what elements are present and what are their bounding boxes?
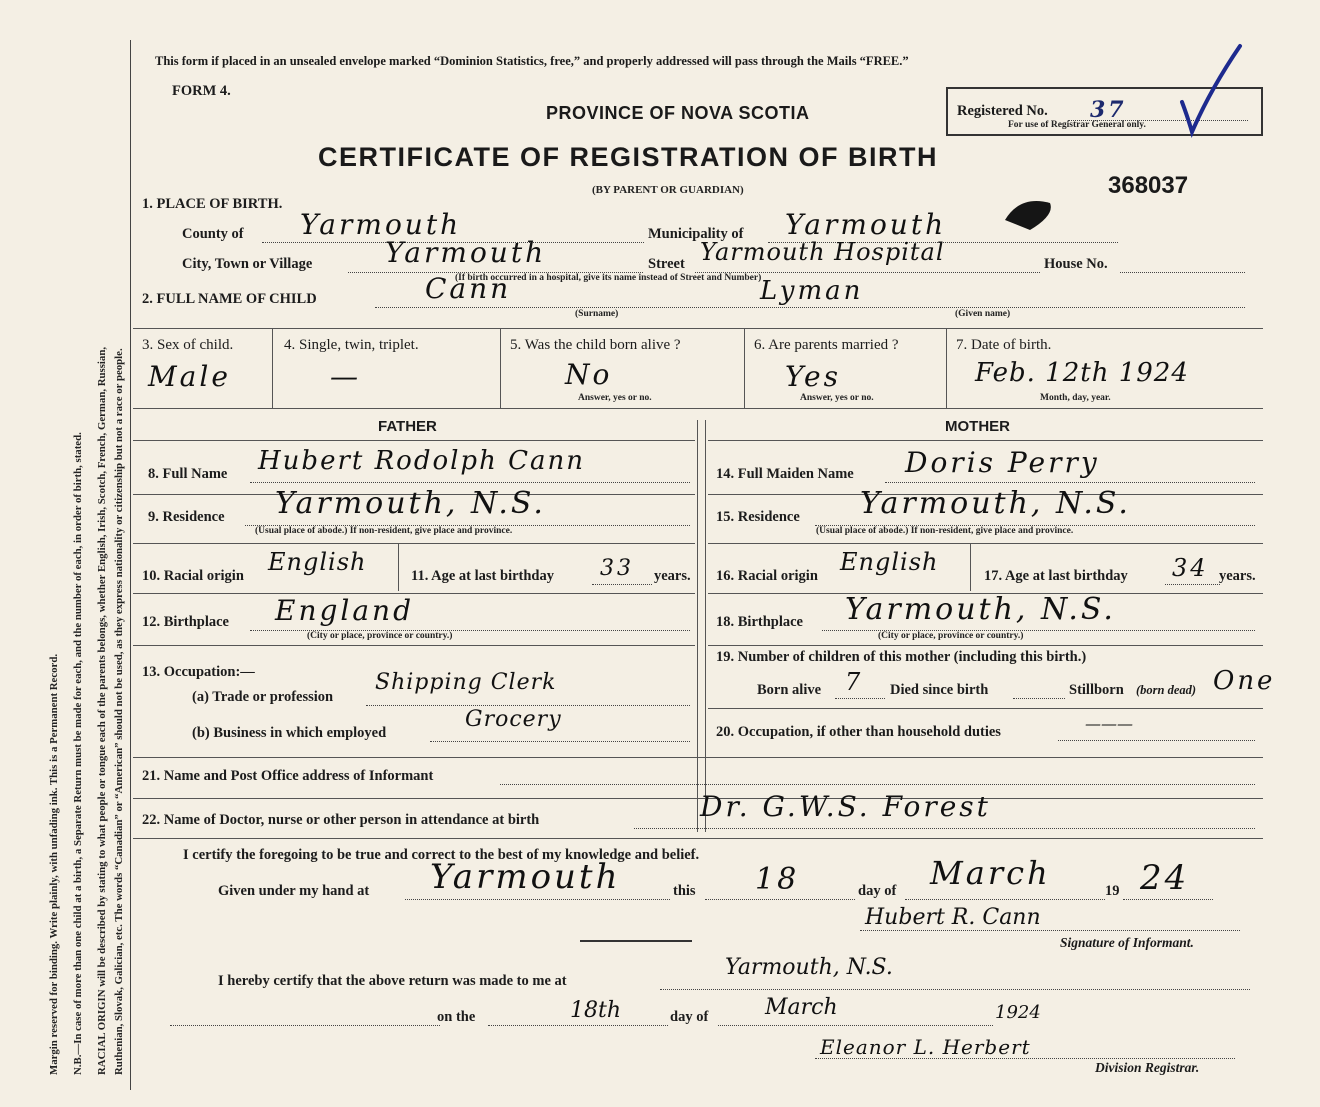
- business-label: (b) Business in which employed: [192, 725, 387, 741]
- parents-married-label: 6. Are parents married ?: [754, 337, 899, 353]
- stillborn-note: (born dead): [1136, 683, 1197, 697]
- registrar-day: 18th: [570, 998, 622, 1023]
- certify-text: I certify the foregoing to be true and correct to the best of my knowledge and belief.: [183, 847, 700, 863]
- mother-residence-label: 15. Residence: [716, 509, 800, 525]
- born-alive-label: 5. Was the child born alive ?: [510, 337, 681, 353]
- margin-notes: [0, 0, 140, 1107]
- father-residence-label: 9. Residence: [148, 509, 225, 525]
- mother-race: English: [840, 548, 939, 576]
- parents-married-note: Answer, yes or no.: [800, 393, 874, 403]
- given-under-hand-label: Given under my hand at: [218, 883, 370, 899]
- sex-value: Male: [148, 360, 231, 393]
- born-alive-value: No: [565, 358, 613, 391]
- father-race: English: [268, 548, 367, 576]
- municipality-label: Municipality of: [648, 226, 744, 242]
- born-alive-count: 7: [845, 668, 864, 696]
- mother-birthplace: Yarmouth, N.S.: [845, 592, 1116, 627]
- trade-value: Shipping Clerk: [375, 670, 557, 695]
- mother-birthplace-label: 18. Birthplace: [716, 614, 803, 630]
- registrar-day-of-label: day of: [670, 1009, 709, 1025]
- year-suffix: 24: [1140, 858, 1190, 898]
- mother-name: Doris Perry: [905, 446, 1100, 479]
- born-alive-note: Answer, yes or no.: [578, 393, 652, 403]
- father-name-label: 8. Full Name: [148, 466, 228, 482]
- margin-note-2: N.B.—In case of more than one child at a birth, a Separate Return must be made for each, and the number of each, in order of birth, stated.: [72, 432, 84, 1075]
- form-number: FORM 4.: [172, 83, 231, 99]
- place-of-birth-label: 1. PLACE OF BIRTH.: [142, 196, 283, 212]
- father-age: 33: [600, 556, 634, 581]
- street-label: Street: [648, 256, 685, 272]
- given-day: 18: [755, 862, 800, 897]
- doctor-value: Dr. G.W.S. Forest: [700, 790, 991, 823]
- dob-value: Feb. 12th 1924: [975, 358, 1189, 388]
- born-alive-count-label: Born alive: [757, 682, 822, 698]
- father-race-label: 10. Racial origin: [142, 568, 244, 584]
- mother-residence-note: (Usual place of abode.) If non-resident, give place and province.: [816, 526, 1074, 536]
- mother-age-years: years.: [1219, 568, 1256, 584]
- hospital-note: (If birth occurred in a hospital, give its name instead of Street and Number): [455, 273, 762, 283]
- signature-label: Signature of Informant.: [1060, 935, 1194, 950]
- mother-heading: MOTHER: [945, 418, 1010, 435]
- ink-blot: [1000, 195, 1060, 235]
- surname-note: (Surname): [575, 309, 619, 319]
- stillborn-value: One: [1213, 666, 1276, 696]
- registrar-signature: Eleanor L. Herbert: [820, 1035, 1031, 1059]
- city-label: City, Town or Village: [182, 256, 313, 272]
- city-value: Yarmouth: [385, 236, 547, 269]
- father-age-label: 11. Age at last birthday: [411, 568, 554, 584]
- margin-note-3: RACIAL ORIGIN will be described by stating to what people or tongue each of the parents belongs, whether English, Irish, Scotch, French, German, Russian,: [96, 346, 108, 1075]
- county-value: Yarmouth: [300, 208, 462, 241]
- margin-note-1: Margin reserved for binding. Write plainly, with unfading ink. This is a Permanent Record.: [48, 653, 60, 1075]
- mother-birthplace-note: (City or place, province or country.): [878, 631, 1024, 641]
- father-name: Hubert Rodolph Cann: [258, 446, 585, 476]
- mother-age-label: 17. Age at last birthday: [984, 568, 1128, 584]
- informant-signature: Hubert R. Cann: [865, 905, 1041, 930]
- registered-note: For use of Registrar General only.: [1008, 120, 1146, 130]
- business-value: Grocery: [465, 707, 562, 732]
- father-heading: FATHER: [378, 418, 437, 435]
- registrar-label: Division Registrar.: [1095, 1060, 1200, 1075]
- given-note: (Given name): [955, 309, 1011, 319]
- street-value: Yarmouth Hospital: [700, 238, 945, 266]
- stillborn-label: Stillborn: [1069, 682, 1124, 698]
- mother-occupation-label: 20. Occupation, if other than household duties: [716, 724, 1001, 740]
- registrar-month: March: [765, 995, 838, 1020]
- given-month: March: [930, 854, 1051, 892]
- house-label: House No.: [1044, 256, 1108, 272]
- father-residence-note: (Usual place of abode.) If non-resident, give place and province.: [255, 526, 513, 536]
- mother-name-label: 14. Full Maiden Name: [716, 466, 854, 482]
- father-birthplace: England: [275, 594, 415, 627]
- children-count-label: 19. Number of children of this mother (including this birth.): [716, 649, 1087, 665]
- father-birthplace-label: 12. Birthplace: [142, 614, 229, 630]
- registrar-place: Yarmouth, N.S.: [725, 955, 893, 980]
- registrar-year: 1924: [995, 1002, 1041, 1023]
- registrar-text: I hereby certify that the above return was made to me at: [218, 973, 567, 989]
- mail-notice: This form if placed in an unsealed envelope marked “Dominion Statistics, free,” and properly addressed will pass through the Mails “FREE.”: [155, 54, 909, 68]
- child-surname: Cann: [425, 272, 512, 305]
- parents-married-value: Yes: [785, 360, 841, 393]
- certificate-subtitle: (BY PARENT OR GUARDIAN): [592, 184, 744, 196]
- father-residence: Yarmouth, N.S.: [275, 486, 546, 521]
- given-place: Yarmouth: [430, 857, 621, 897]
- certificate-title: CERTIFICATE OF REGISTRATION OF BIRTH: [318, 142, 938, 172]
- mother-age: 34: [1172, 554, 1209, 582]
- registered-value: 37: [1090, 97, 1127, 123]
- day-of-label: day of: [858, 883, 897, 899]
- child-given-name: Lyman: [760, 276, 864, 306]
- father-birthplace-note: (City or place, province or country.): [307, 631, 453, 641]
- mother-occupation: ———: [1085, 714, 1133, 733]
- margin-rule: [130, 40, 131, 1090]
- county-label: County of: [182, 226, 244, 242]
- on-the-label: on the: [437, 1009, 476, 1025]
- multiple-birth-label: 4. Single, twin, triplet.: [284, 337, 419, 353]
- municipality-value: Yarmouth: [785, 208, 947, 241]
- dob-note: Month, day, year.: [1040, 393, 1111, 403]
- province-title: PROVINCE OF NOVA SCOTIA: [546, 103, 810, 123]
- certificate-number: 368037: [1108, 172, 1189, 199]
- father-age-years: years.: [654, 568, 691, 584]
- mother-residence: Yarmouth, N.S.: [860, 486, 1131, 521]
- died-since-birth-label: Died since birth: [890, 682, 989, 698]
- checkmark-icon: [1170, 40, 1250, 140]
- informant-label: 21. Name and Post Office address of Informant: [142, 768, 434, 784]
- year-prefix: 19: [1105, 883, 1120, 899]
- this-label: this: [673, 883, 696, 899]
- doctor-label: 22. Name of Doctor, nurse or other person in attendance at birth: [142, 812, 540, 828]
- margin-note-4: Ruthenian, Slovak, Galician, etc. The words “Canadian” or “American” should not be used, as they express nationality or citizenship but not a race or people.: [113, 348, 125, 1075]
- sex-label: 3. Sex of child.: [142, 337, 234, 353]
- registered-label: Registered No.: [957, 103, 1048, 119]
- mother-race-label: 16. Racial origin: [716, 568, 818, 584]
- trade-label: (a) Trade or profession: [192, 689, 334, 705]
- father-occupation-label: 13. Occupation:—: [142, 664, 255, 680]
- dob-label: 7. Date of birth.: [956, 337, 1052, 353]
- child-name-label: 2. FULL NAME OF CHILD: [142, 291, 317, 307]
- multiple-birth-value: —: [330, 360, 361, 393]
